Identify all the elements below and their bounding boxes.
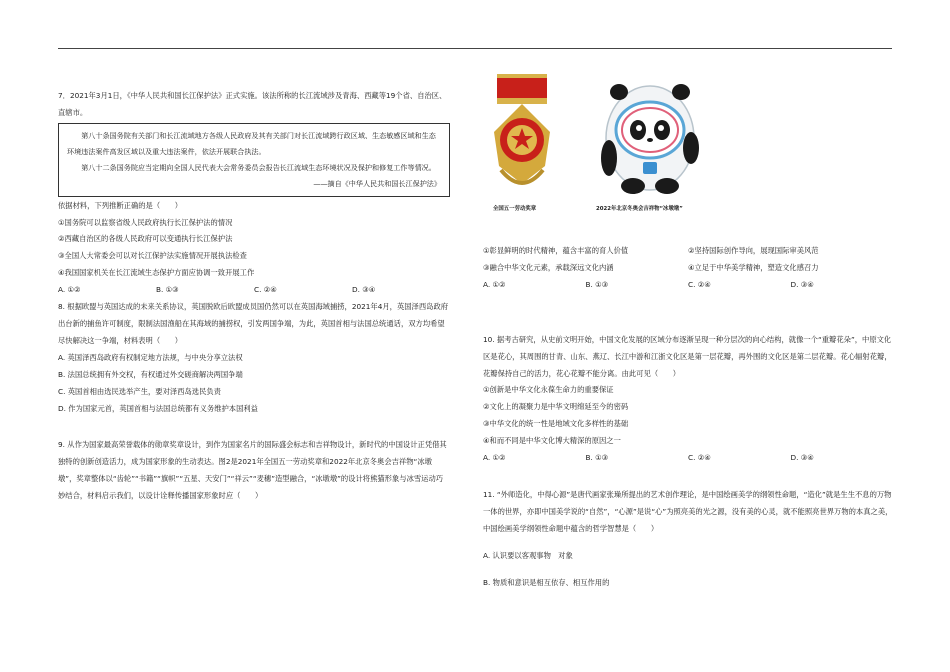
q7-ask: 依据材料，下列推断正确的是（ ） (58, 200, 183, 210)
q7-item: ③全国人大常委会可以对长江保护法实施情况开展执法检查 (58, 251, 247, 261)
q7-material-p2: 第八十二条国务院应当定期向全国人民代表大会常务委员会报告长江流域生态环境状况及保护和修复工作等情况。 (81, 163, 436, 173)
q8-option-a: A. 英国泽西岛政府有权制定地方法规，与中央分享立法权 (58, 352, 243, 362)
spacer (483, 294, 893, 332)
q8-option-b: B. 法国总统拥有外交权，有权通过外交磋商解决两国争端 (58, 369, 243, 379)
q8-option-c: C. 英国首相由选民选举产生，要对泽西岛选民负责 (58, 386, 221, 396)
q11-stem: 11. “外师造化，中得心源”是唐代画家张璪所提出的艺术创作理论，是中国绘画美学的纲领性命题，“造化”就是生生不息的万物一体的世界，亦即中国美学说的“自然”，“心源”是说“心”为照亮美的光之源，没有美的心灵，就不能照亮世界万物的本真之美，中国绘画美学纲领性命题中蕴含的哲学智慧是（ ） (483, 489, 893, 533)
spacer (483, 565, 893, 575)
q11-option-a: A. 认识要以客观事物 对象 (483, 550, 573, 560)
q10-option-a: A. ①② (483, 453, 506, 463)
q9-option-d: D. ③④ (790, 279, 814, 289)
bing-dwen-dwen-image (595, 78, 705, 196)
labor-medal-image (489, 74, 555, 202)
q9-item: ④立足于中华美学精神，塑造文化感召力 (688, 262, 819, 272)
q7-item: ④我国国家机关在长江流域生态保护方面应协调一致开展工作 (58, 268, 255, 278)
q7-material-box (58, 123, 450, 197)
q9-item: ①彰显鲜明的时代精神，蕴含丰富的育人价值 (483, 246, 629, 255)
medal-caption: 全国五一劳动奖章 (493, 206, 537, 212)
q9-option-c: C. ②④ (688, 279, 711, 289)
q8-stem: 8. 根据欧盟与英国达成的未来关系协议，英国脱欧后欧盟成员国仍然可以在英国海域捕捞，2021年4月，英国泽西岛政府出台新的捕鱼许可制度，限制法国渔船在其海域的捕捞权，引发两国争端，为此，英国首相与法国总统通话，双方均希望尽快解决这一争端，材料表明（ ） (58, 302, 449, 345)
left-column (58, 88, 450, 505)
q7-options (58, 282, 450, 299)
q10-option-d: D. ③④ (790, 453, 814, 463)
q7-stem: 7．2021年3月1日，《中华人民共和国长江保护法》正式实施。该法所称的长江流域涉及青海、西藏等19个省、自治区、直辖市。 (58, 91, 447, 117)
q7-item: ②西藏自治区的各级人民政府可以变通执行长江保护法 (58, 234, 233, 244)
header-rule (58, 48, 892, 49)
q10-stem: 10. 据考古研究，从史前文明开始，中国文化发展的区域分布逐渐呈现一种分层次的向心结构，就像一个“重瓣花朵”，中原文化区是花心，其周围的甘青、山东、燕辽、长江中游和江浙文化区是第一层花瓣，再外围的文化区是第二层花瓣。花心辐射花瓣，花瓣保持自己的活力，花心花瓣不能分离。由此可见（ ） (483, 334, 892, 378)
q9-item: ②坚持国际创作导向，展现国际审美风范 (688, 246, 819, 255)
q7-item: ①国务院可以监察省级人民政府执行长江保护法的情况 (58, 217, 233, 227)
q7-option-a: A. ①② (58, 285, 81, 295)
q10-option-c: C. ②④ (688, 453, 711, 463)
spacer (483, 538, 893, 548)
q7-material-p1: 第八十条国务院有关部门和长江流域地方各级人民政府及其有关部门对长江流域跨行政区域、生态敏感区域和生态环境违法案件高发区域以及重大违法案件，依法开展联合执法。 (67, 130, 436, 157)
q8-option-d: D. 作为国家元首，英国首相与法国总统都有义务维护本国利益 (58, 403, 258, 413)
q7-option-b: B. ①③ (156, 285, 179, 295)
q7-material-source: ——摘自《中华人民共和国长江保护法》 (313, 179, 441, 189)
q9-items (483, 243, 893, 277)
q9-option-b: B. ①③ (585, 279, 609, 289)
q7-option-d: D. ③④ (352, 285, 376, 295)
q10-options (483, 450, 893, 467)
olympic-emblem-icon (643, 162, 657, 174)
spacer (483, 467, 893, 487)
q9-figure (483, 72, 743, 222)
q10-item: ②文化上的凝聚力是中华文明绵延至今的密码 (483, 402, 629, 412)
q9-options (483, 277, 893, 294)
q9-option-a: A. ①② (483, 279, 506, 289)
q10-item: ④和而不同是中华文化博大精深的原因之一 (483, 436, 621, 446)
q10-option-b: B. ①③ (585, 453, 609, 463)
spacer (58, 417, 450, 437)
q10-item: ①创新是中华文化永葆生命力的重要保证 (483, 385, 614, 395)
q9-stem: 9. 从作为国家最高荣誉载体的勋章奖章设计，到作为国家名片的国际盛会标志和吉祥物设计，新时代的中国设计正凭借其独特的创新创造活力，成为国家形象的生动表达。图2是2021年全国五一劳动奖章和2022年北京冬奥会吉祥物“冰墩墩”，奖章整体以“齿轮”“书籍”“旗帜”“五星、天安门”“祥云”“麦穗”造型融合，“冰墩墩”的设计将熊猫形象与冰雪运动巧妙结合，材料启示我们，以设计诠释传播国家形象时应（ ） (58, 440, 447, 501)
mascot-caption: 2022年北京冬奥会吉祥物“冰墩墩” (596, 206, 683, 212)
q7-option-c: C. ②④ (254, 285, 277, 295)
q10-item: ③中华文化的统一性是地域文化多样性的基础 (483, 419, 629, 429)
q11-option-b: B. 物质和意识是相互依存、相互作用的 (483, 577, 610, 587)
right-column (483, 243, 893, 592)
q9-item: ③融合中华文化元素，承载深远文化内涵 (483, 262, 614, 272)
